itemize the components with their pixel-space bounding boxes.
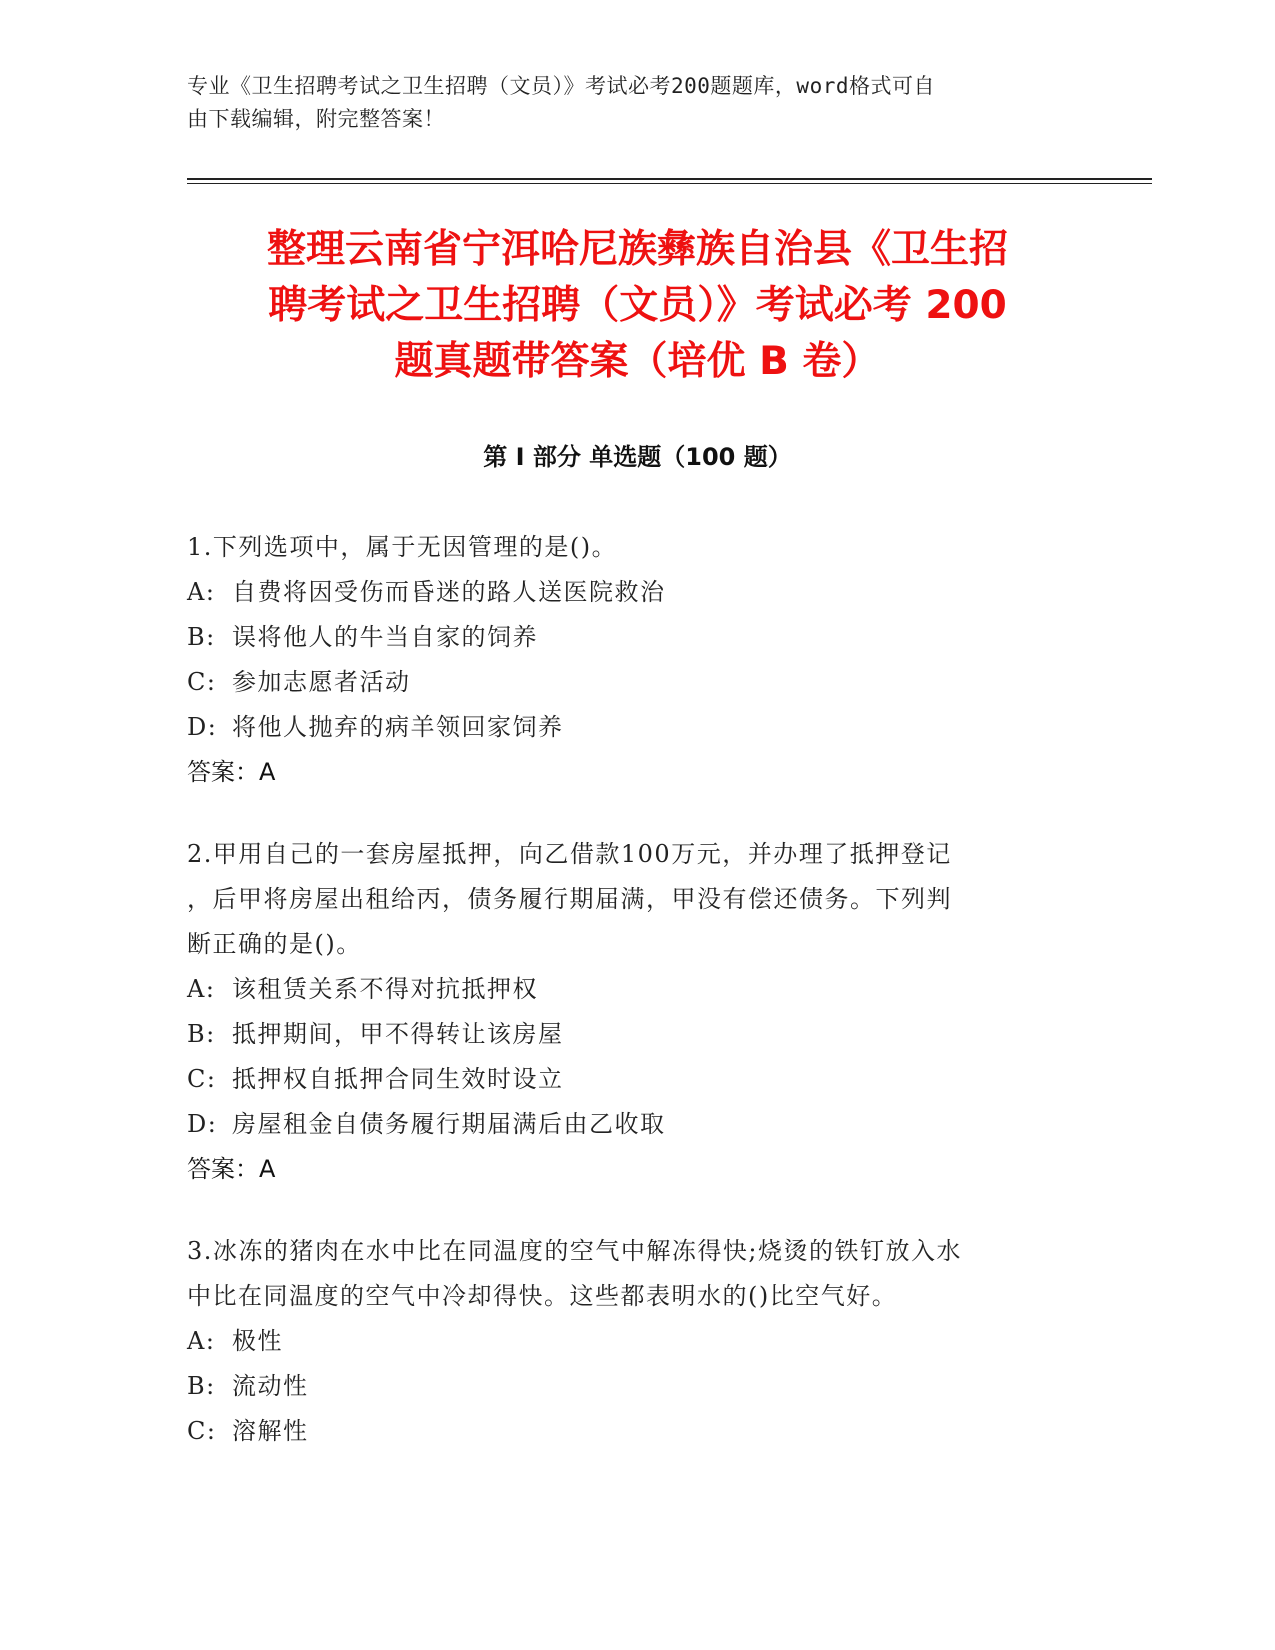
option-text: 抵押期间，甲不得转让该房屋 (232, 1020, 564, 1048)
option-key: A: (187, 1327, 216, 1355)
document-title-line-2: 聘考试之卫生招聘（文员）》考试必考 200 (268, 283, 1007, 328)
header-note-line-2: 由下载编辑，附完整答案！ (187, 107, 445, 131)
option-d (187, 1102, 1087, 1147)
option-text: 将他人抛弃的病羊领回家饲养 (232, 713, 564, 741)
question-text: ，后甲将房屋出租给丙，债务履行期届满，甲没有偿还债务。下列判 (187, 885, 952, 913)
question-1 (187, 525, 1087, 795)
option-c (187, 1057, 1087, 1102)
option-c (187, 1409, 1087, 1454)
option-c (187, 660, 1087, 705)
option-text: 溶解性 (232, 1417, 309, 1445)
option-key: B: (187, 1372, 216, 1400)
option-text: 抵押权自抵押合同生效时设立 (232, 1065, 564, 1093)
option-key: D: (187, 1110, 218, 1138)
answer: 答案：A (187, 758, 276, 786)
question-text: 2.甲用自己的一套房屋抵押，向乙借款100万元，并办理了抵押登记 (187, 840, 952, 868)
question-3 (187, 1229, 1087, 1454)
option-key: C: (187, 668, 217, 696)
option-a (187, 967, 1087, 1012)
option-text: 自费将因受伤而昏迷的路人送医院救治 (232, 578, 666, 606)
document-title-line-3: 题真题带答案（培优 B 卷） (394, 339, 881, 384)
document-title (170, 222, 1105, 390)
option-key: D: (187, 713, 218, 741)
option-b (187, 1012, 1087, 1057)
header-note-line-1: 专业《卫生招聘考试之卫生招聘（文员）》考试必考200题题库，word格式可自 (187, 74, 935, 98)
header-rule-thick (187, 178, 1152, 180)
option-text: 误将他人的牛当自家的饲养 (232, 623, 538, 651)
option-b (187, 1364, 1087, 1409)
question-2 (187, 832, 1087, 1192)
option-key: B: (187, 1020, 216, 1048)
question-text: 1.下列选项中，属于无因管理的是()。 (187, 533, 618, 561)
option-key: B: (187, 623, 216, 651)
option-text: 房屋租金自债务履行期届满后由乙收取 (232, 1110, 666, 1138)
option-key: A: (187, 975, 216, 1003)
option-key: A: (187, 578, 216, 606)
option-text: 该租赁关系不得对抗抵押权 (232, 975, 538, 1003)
option-text: 参加志愿者活动 (232, 668, 411, 696)
section-title: 第 I 部分 单选题（100 题） (483, 443, 792, 471)
option-a (187, 1319, 1087, 1364)
option-text: 流动性 (232, 1372, 309, 1400)
header-note (187, 70, 1067, 136)
option-a (187, 570, 1087, 615)
option-key: C: (187, 1417, 217, 1445)
question-text: 3.冰冻的猪肉在水中比在同温度的空气中解冻得快;烧烫的铁钉放入水 (187, 1237, 962, 1265)
option-d (187, 705, 1087, 750)
option-key: C: (187, 1065, 217, 1093)
option-text: 极性 (232, 1327, 283, 1355)
question-text: 中比在同温度的空气中冷却得快。这些都表明水的()比空气好。 (187, 1282, 898, 1310)
option-b (187, 615, 1087, 660)
document-title-line-1: 整理云南省宁洱哈尼族彝族自治县《卫生招 (266, 227, 1008, 272)
question-list (187, 525, 1087, 1491)
question-text: 断正确的是()。 (187, 930, 362, 958)
answer: 答案：A (187, 1155, 276, 1183)
header-rule-thin (187, 183, 1152, 184)
